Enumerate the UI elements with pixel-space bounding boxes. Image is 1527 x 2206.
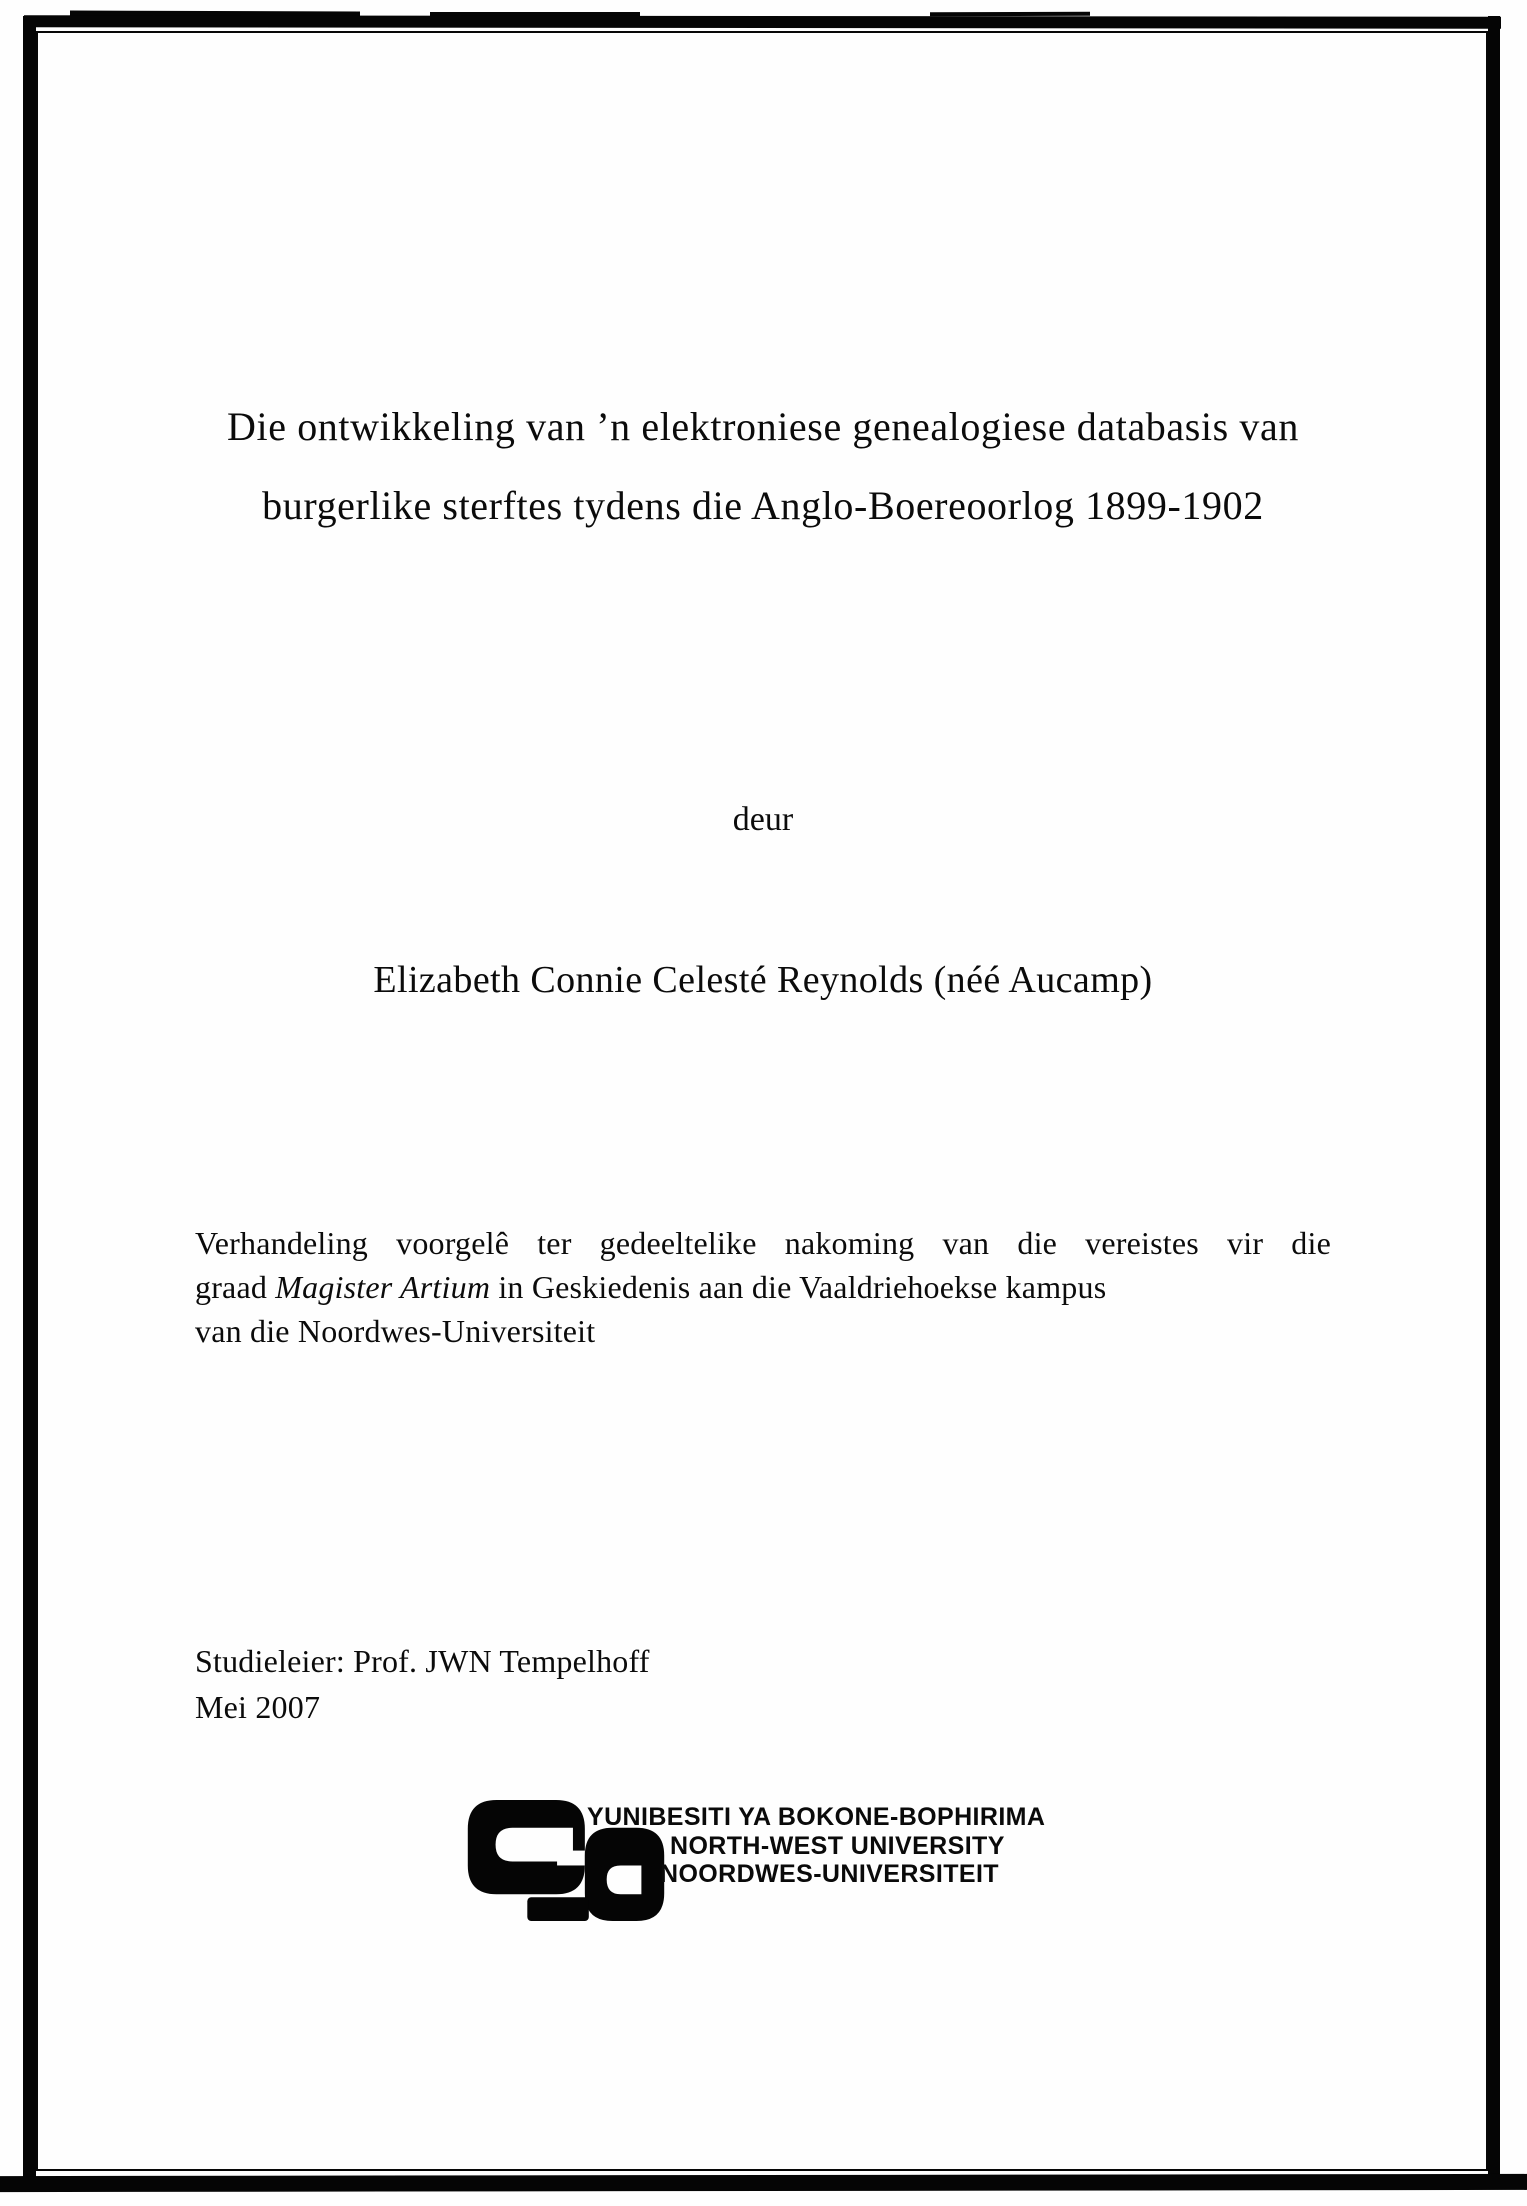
wordmark-line-afrikaans: NOORDWES-UNIVERSITEIT [660, 1860, 999, 1888]
thesis-title [190, 387, 1336, 545]
wordmark-line-english: NORTH-WEST UNIVERSITY [670, 1831, 1005, 1860]
university-wordmark [587, 1803, 1045, 1889]
page-border-outer-top [24, 15, 1501, 29]
date-line: Mei 2007 [195, 1689, 321, 1725]
supervisor-block [195, 1638, 1095, 1730]
supervisor-line: Studieleier: Prof. JWN Tempelhoff [195, 1643, 650, 1679]
statement-line2-pre: graad [195, 1269, 276, 1305]
page-border-outer-left [23, 16, 36, 2186]
statement-line3: van die Noordwes-Universiteit [195, 1313, 596, 1349]
degree-name: Magister Artium [275, 1269, 491, 1305]
byline: deur [732, 801, 794, 838]
page-border-outer-right [1488, 16, 1500, 2178]
statement-line1: Verhandeling voorgelê ter gedeeltelike nakoming van die vereistes vir die [195, 1225, 1331, 1261]
thesis-title-line2: burgerlike sterftes tydens die Anglo-Boereoorlog 1899-1902 [262, 483, 1264, 528]
statement-line2 [195, 1265, 1331, 1309]
wordmark-line-setswana: YUNIBESITI YA BOKONE-BOPHIRIMA [587, 1803, 1046, 1831]
page-border-outer-bottom [0, 2174, 1527, 2192]
statement-line2-post: in Geskiedenis aan die Vaaldriehoekse kampus [490, 1269, 1107, 1305]
thesis-statement [195, 1221, 1331, 1353]
thesis-title-line1: Die ontwikkeling van ’n elektroniese genealogiese databasis van [227, 404, 1299, 449]
author-name: Elizabeth Connie Celesté Reynolds (néé Aucamp) [373, 959, 1153, 1001]
